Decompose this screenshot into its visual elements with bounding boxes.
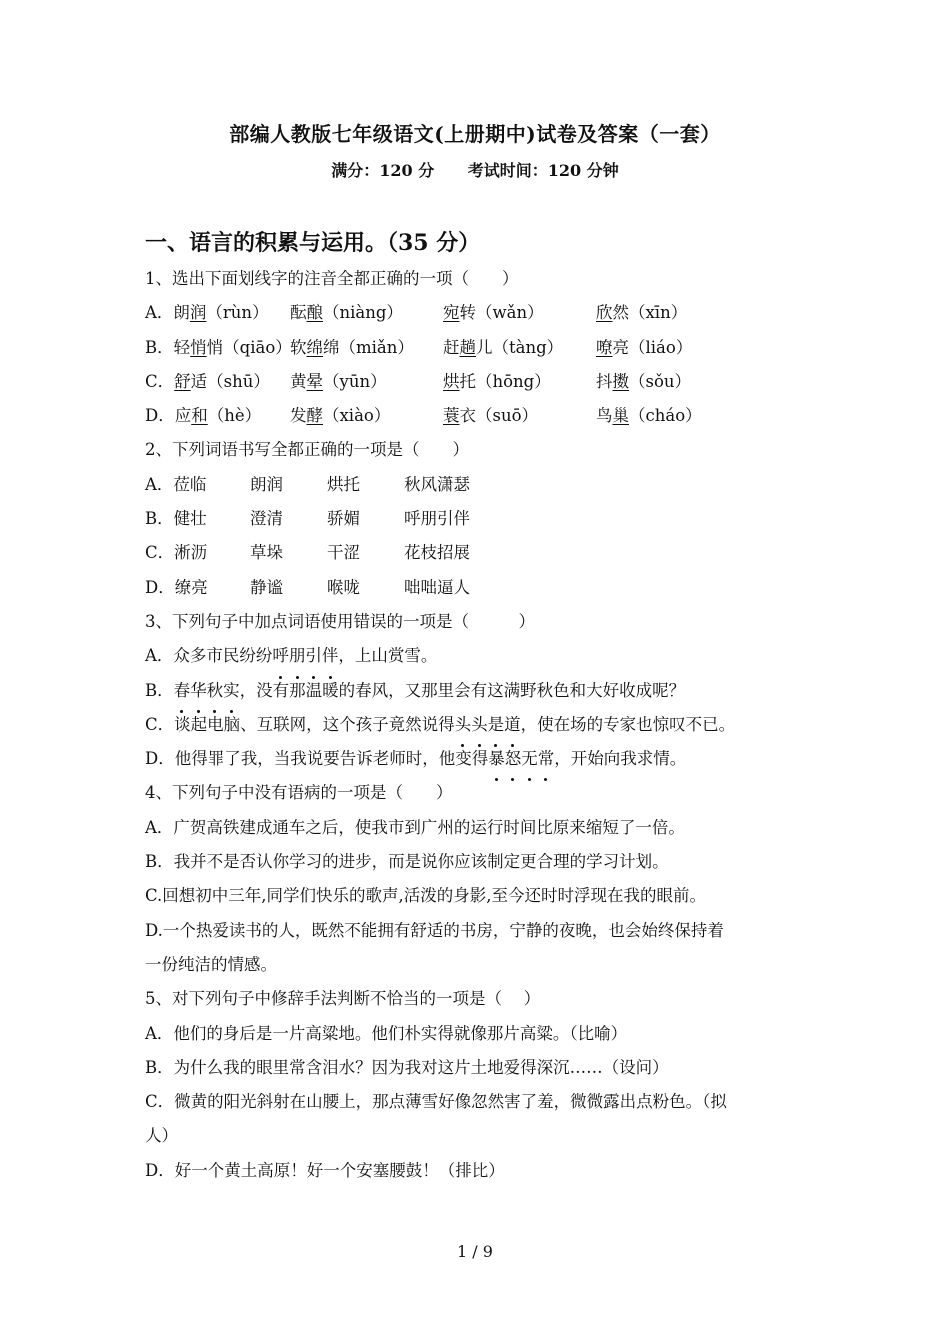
pinyin-item: 发酵（xiào）: [290, 406, 391, 426]
underlined-char: 舒: [174, 371, 191, 391]
underlined-char: 酿: [306, 303, 323, 323]
pinyin-item: D．应和（hè）: [145, 406, 262, 426]
question-4-option-d-line2: 一份纯洁的情感。: [145, 954, 277, 974]
questions-body: [145, 262, 815, 1188]
question-3-option-b: B．春华秋实，没有那温暖的春风，又那里会有这满野秋色和大好收成呢？: [145, 674, 815, 708]
question-2-option-row: [145, 536, 815, 570]
full-score: 满分：120 分: [331, 161, 435, 180]
underlined-char: 悄: [190, 337, 207, 357]
word-item: 朗润: [250, 474, 283, 494]
question-1-option-row: [145, 399, 815, 433]
question-4-option-c: C.回想初中三年,同学们快乐的歌声,活泼的身影,至今还时时浮现在我的眼前。: [145, 886, 707, 906]
underlined-char: 擞: [612, 371, 629, 391]
question-4-option-a: A．广贺高铁建成通车之后，使我市到广州的运行时间比原来缩短了一倍。: [145, 817, 685, 837]
underlined-char: 酵: [306, 406, 323, 426]
dotted-phrase: 呼朋引伴: [272, 646, 338, 665]
question-5-option-c-line2: 人）: [145, 1126, 178, 1146]
word-item: 花枝招展: [404, 543, 470, 563]
word-item: A．莅临: [145, 474, 207, 494]
underlined-char: 巢: [612, 406, 629, 426]
question-5-option-c-line1: C．微黄的阳光斜射在山腰上，那点薄雪好像忽然害了羞，微微露出点粉色。（拟: [145, 1092, 727, 1112]
question-5-option-a: A．他们的身后是一片高粱地。他们朴实得就像那片高粱。（比喻）: [145, 1023, 628, 1043]
word-item: 澄清: [250, 509, 283, 529]
pinyin-item: 宛转（wǎn）: [443, 303, 544, 323]
word-item: 草垛: [250, 543, 283, 563]
question-3-option-c: C．谈起电脑、互联网，这个孩子竟然说得头头是道，使在场的专家也惊叹不已。: [145, 708, 815, 742]
pinyin-item: 抖擞（sǒu）: [596, 371, 692, 391]
question-5-option-b: B．为什么我的眼里常含泪水？因为我对这片土地爱得深沉……（设问）: [145, 1057, 669, 1077]
question-5-stem: 5、对下列句子中修辞手法判断不恰当的一项是（ ）: [145, 989, 541, 1009]
pinyin-item: B．轻悄悄（qiāo）: [145, 337, 292, 357]
word-item: 咄咄逼人: [404, 577, 470, 597]
question-3-option-a: A．众多市民纷纷呼朋引伴，上山赏雪。: [145, 639, 815, 673]
exam-time: 考试时间：120 分钟: [467, 161, 619, 180]
underlined-char: 宛: [443, 303, 460, 323]
question-1-option-row: [145, 365, 815, 399]
pinyin-item: 赶趟儿（tàng）: [443, 337, 564, 357]
word-item: D．缭亮: [145, 577, 208, 597]
pinyin-item: 酝酿（niàng）: [290, 303, 403, 323]
pinyin-item: 软绵绵（miǎn）: [290, 337, 414, 357]
pinyin-item: C．舒适（shū）: [145, 371, 270, 391]
word-item: C．淅沥: [145, 543, 208, 563]
exam-info: [0, 158, 950, 181]
dotted-phrase: 春华秋实: [174, 681, 240, 700]
question-5-option-d: D．好一个黄土高原！好一个安塞腰鼓！（排比）: [145, 1160, 505, 1180]
pinyin-item: 蓑衣（suō）: [443, 406, 539, 426]
pinyin-item: 嘹亮（liáo）: [596, 337, 693, 357]
question-2-option-row: [145, 502, 815, 536]
question-1-stem: 1、选出下面划线字的注音全都正确的一项（ ）: [145, 269, 519, 288]
underlined-char: 欣: [596, 303, 613, 323]
dotted-phrase: 暴怒无常: [488, 749, 554, 768]
word-item: 秋风潇瑟: [404, 474, 470, 494]
page-number: 1 / 9: [457, 1242, 493, 1261]
pinyin-item: 烘托（hōng）: [443, 371, 551, 391]
word-item: B．健壮: [145, 509, 207, 529]
underlined-char: 和: [191, 406, 208, 426]
word-item: 呼朋引伴: [404, 509, 470, 529]
underlined-char: 晕: [306, 371, 323, 391]
word-item: 喉咙: [327, 577, 360, 597]
word-item: 干涩: [327, 543, 360, 563]
question-2-stem: 2、下列词语书写全都正确的一项是（ ）: [145, 440, 469, 460]
question-3-option-d: D．他得罪了我，当我说要告诉老师时，他变得暴怒无常，开始向我求情。: [145, 742, 815, 776]
dotted-phrase: 头头是道: [455, 715, 521, 734]
word-item: 烘托: [327, 474, 360, 494]
question-1-option-row: [145, 296, 815, 330]
underlined-char: 润: [189, 303, 207, 323]
document-title: 部编人教版七年级语文(上册期中)试卷及答案（一套）: [229, 122, 721, 146]
pinyin-item: 黄晕（yūn）: [290, 371, 387, 391]
question-4-stem: 4、下列句子中没有语病的一项是（ ）: [145, 783, 453, 803]
question-4-option-b: B．我并不是否认你学习的进步，而是说你应该制定更合理的学习计划。: [145, 852, 669, 872]
section-heading: 一、语言的积累与运用。（35 分）: [145, 230, 481, 256]
question-3-stem: 3、下列句子中加点词语使用错误的一项是（ ）: [145, 611, 535, 631]
question-2-option-row: [145, 571, 815, 605]
underlined-char: 蓑: [443, 406, 460, 426]
underlined-char: 趟: [459, 337, 476, 357]
pinyin-item: A．朗润（rùn）: [145, 303, 269, 323]
question-1-option-row: [145, 331, 815, 365]
word-item: 骄媚: [327, 509, 360, 529]
question-2-option-row: [145, 468, 815, 502]
question-4-option-d-line1: D.一个热爱读书的人，既然不能拥有舒适的书房，宁静的夜晚，也会始终保持着: [145, 920, 724, 940]
word-item: 静谧: [250, 577, 283, 597]
underlined-char: 嘹: [596, 337, 613, 357]
pinyin-item: 鸟巢（cháo）: [596, 406, 702, 426]
pinyin-item: 欣然（xīn）: [596, 303, 688, 323]
underlined-char: 烘: [443, 371, 460, 391]
underlined-char: 绵: [306, 337, 323, 357]
